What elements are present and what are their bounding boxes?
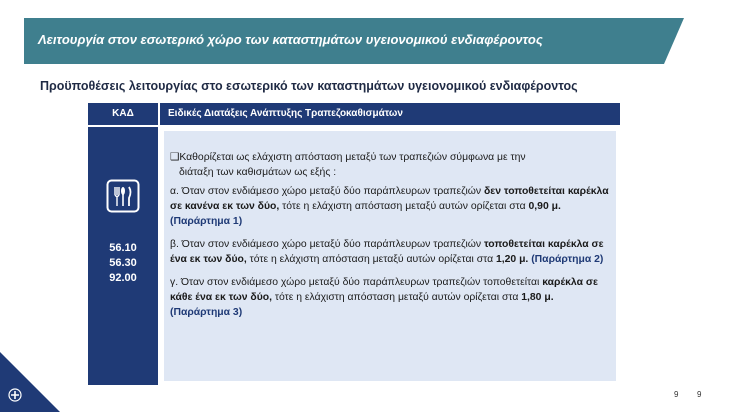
intro-line-1: Καθορίζεται ως ελάχιστη απόσταση μεταξύ των τραπεζιών σύμφωνα με την <box>179 152 526 163</box>
rule-annex-ref: (Παράρτημα 3) <box>170 307 243 318</box>
rule-distance: 1,80 μ. <box>521 292 554 303</box>
column-header-kad: ΚΑΔ <box>88 103 158 125</box>
rule-emphasis: δεν τοποθετείται καρέκλα σε κανένα εκ των δύο, <box>170 186 609 212</box>
rule-text: τότε η ελάχιστη απόσταση μεταξύ αυτών ορίζεται στα <box>246 254 496 265</box>
rule-distance: 1,20 μ. <box>495 254 529 265</box>
banner-corner <box>664 18 684 64</box>
intro-line-2: διάταξη των καθισμάτων ως εξής : <box>179 167 337 178</box>
corner-triangle <box>0 352 60 412</box>
rule-text: α. Όταν στον ενδιάμεσο χώρο μεταξύ δύο παράπλευρων τραπεζιών <box>170 186 484 197</box>
kad-codes <box>88 241 158 286</box>
kad-code: 56.30 <box>109 257 137 269</box>
rule-emphasis: καρέκλα σε κάθε ένα εκ των δύο, <box>170 277 598 303</box>
checkbox-bullet-icon: ❑ <box>170 152 180 163</box>
title-banner <box>24 18 684 64</box>
rule-distance: 0,90 μ. <box>528 201 561 212</box>
kad-code: 92.00 <box>109 272 137 284</box>
rule-annex-ref: (Παράρτημα 2) <box>531 254 604 265</box>
rule-annex-ref: (Παράρτημα 1) <box>170 216 243 227</box>
rule-item-b <box>170 237 610 267</box>
column-header-specs: Ειδικές Διατάξεις Ανάπτυξης Τραπεζοκαθισμάτων <box>160 103 620 125</box>
specs-content <box>170 150 610 328</box>
intro-paragraph <box>170 150 610 180</box>
fork-knife-icon <box>106 179 140 213</box>
page-title: Λειτουργία στον εσωτερικό χώρο των καταστημάτων υγειονομικού ενδιαφέροντος <box>38 32 543 47</box>
rule-text: τότε η ελάχιστη απόσταση μεταξύ αυτών ορίζεται στα <box>272 292 522 303</box>
page-number: 9 <box>674 390 679 399</box>
kad-code: 56.10 <box>109 242 137 254</box>
rule-text: γ. Όταν στον ενδιάμεσο χώρο μεταξύ δύο παράπλευρων τραπεζιών τοποθετείται <box>170 277 543 288</box>
rule-emphasis: τοποθετείται καρέκλα σε ένα εκ των δύο, <box>170 239 604 265</box>
section-subtitle: Προϋποθέσεις λειτουργίας στο εσωτερικό των καταστημάτων υγειονομικού ενδιαφέροντος <box>40 79 578 93</box>
cross-emblem-icon <box>8 388 22 402</box>
rule-text: τότε η ελάχιστη απόσταση μεταξύ αυτών ορίζεται στα <box>279 201 529 212</box>
rule-text: β. Όταν στον ενδιάμεσο χώρο μεταξύ δύο παράπλευρων τραπεζιών <box>170 239 484 250</box>
rule-item-a <box>170 184 610 229</box>
page-number: 9 <box>697 390 702 399</box>
kad-column <box>88 127 158 385</box>
rule-item-c <box>170 275 610 320</box>
